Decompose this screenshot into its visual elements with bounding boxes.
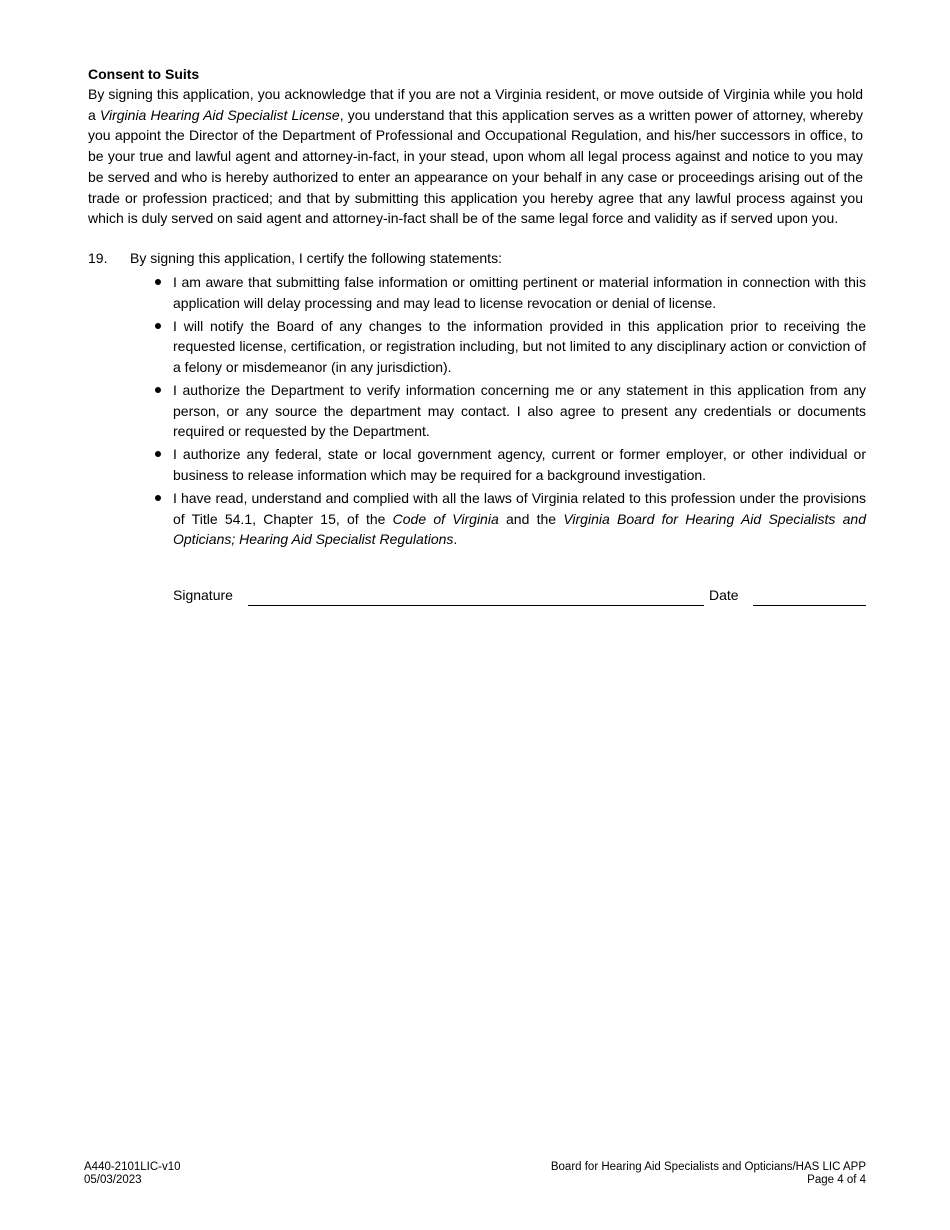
statement-item bbox=[151, 316, 866, 378]
date-label: Date bbox=[709, 587, 739, 603]
signature-line[interactable] bbox=[248, 605, 704, 606]
date-line[interactable] bbox=[753, 605, 866, 606]
item-number: 19. bbox=[88, 250, 108, 266]
statement-item bbox=[151, 444, 866, 485]
bullet-icon bbox=[155, 451, 161, 457]
statement-item bbox=[151, 488, 866, 550]
statement-text: I am aware that submitting false information or omitting pertinent or material information in connection with this application will delay processing and may lead to license revocation or denial of license. bbox=[173, 274, 866, 311]
item-19 bbox=[88, 248, 868, 268]
page-number: Page 4 of 4 bbox=[807, 1174, 866, 1186]
bullet-icon bbox=[155, 323, 161, 329]
certification-statements bbox=[151, 272, 866, 552]
consent-to-suits-section bbox=[88, 64, 863, 229]
bullet-icon bbox=[155, 279, 161, 285]
consent-text-b: , you understand that this application serves as a written power of attorney, whereby you appoint the Director of the Department of Professional and Occupational Regulation, and his/her successors in office, to be your true and lawful agent and attorney-in-fact, in your stead, upon whom all legal process against and notice to you may be served and who is hereby authorized to enter an appearance on your behalf in any case or proceedings arising out of the trade or profession practiced; and that by submitting this application you hereby agree that any lawful process against you which is duly served on said agent and attorney-in-fact shall be of the same legal force and validity as if served upon you. bbox=[88, 106, 863, 227]
consent-heading: Consent to Suits bbox=[88, 66, 200, 82]
statement-text: I authorize the Department to verify information concerning me or any statement in this application from any person, or any source the department may contact. I also agree to present any credentials or documents required or requested by the Department. bbox=[173, 381, 866, 440]
form-id: A440-2101LIC-v10 bbox=[84, 1161, 181, 1173]
form-date: 05/03/2023 bbox=[84, 1174, 142, 1186]
statement-item bbox=[151, 272, 866, 313]
board-name: Board for Hearing Aid Specialists and Opticians/HAS LIC APP bbox=[550, 1161, 866, 1173]
bullet-icon bbox=[155, 387, 161, 393]
statement-text bbox=[173, 490, 866, 547]
statement-item bbox=[151, 380, 866, 442]
consent-text-a: By signing this application, you acknowledge that if you are not a Virginia resident, or move outside of Virginia while you hold a bbox=[88, 86, 863, 123]
signature-label: Signature bbox=[173, 587, 233, 603]
signature-row bbox=[173, 585, 867, 609]
statement-text: I will notify the Board of any changes to the information provided in this application prior to receiving the requested license, certification, or registration including, but not limited to any disciplinary action or conviction of a felony or misdemeanor (in any jurisdiction). bbox=[173, 317, 866, 375]
footer-left bbox=[84, 1161, 181, 1187]
item-intro: By signing this application, I certify the following statements: bbox=[130, 250, 502, 266]
statement-text: I authorize any federal, state or local government agency, current or former employer, or other individual or business to release information which may be required for a background investigation. bbox=[173, 446, 866, 483]
footer-right bbox=[551, 1161, 866, 1187]
consent-license-name: Virginia Hearing Aid Specialist License bbox=[99, 106, 340, 123]
consent-paragraph bbox=[88, 84, 863, 229]
code-of-virginia: Code of Virginia bbox=[392, 510, 499, 527]
statement-text-part: . bbox=[453, 531, 458, 548]
bullet-icon bbox=[155, 495, 161, 501]
statement-text-part: I have read, understand and complied with all the laws of Virginia related to this profession under the provisions of Title 54.1, Chapter 15, of the bbox=[173, 489, 866, 527]
statement-text-part: and the bbox=[498, 510, 564, 527]
board-regulations-name: Virginia Board for Hearing Aid Specialists and Opticians; Hearing Aid Specialist Regulations bbox=[173, 510, 866, 548]
